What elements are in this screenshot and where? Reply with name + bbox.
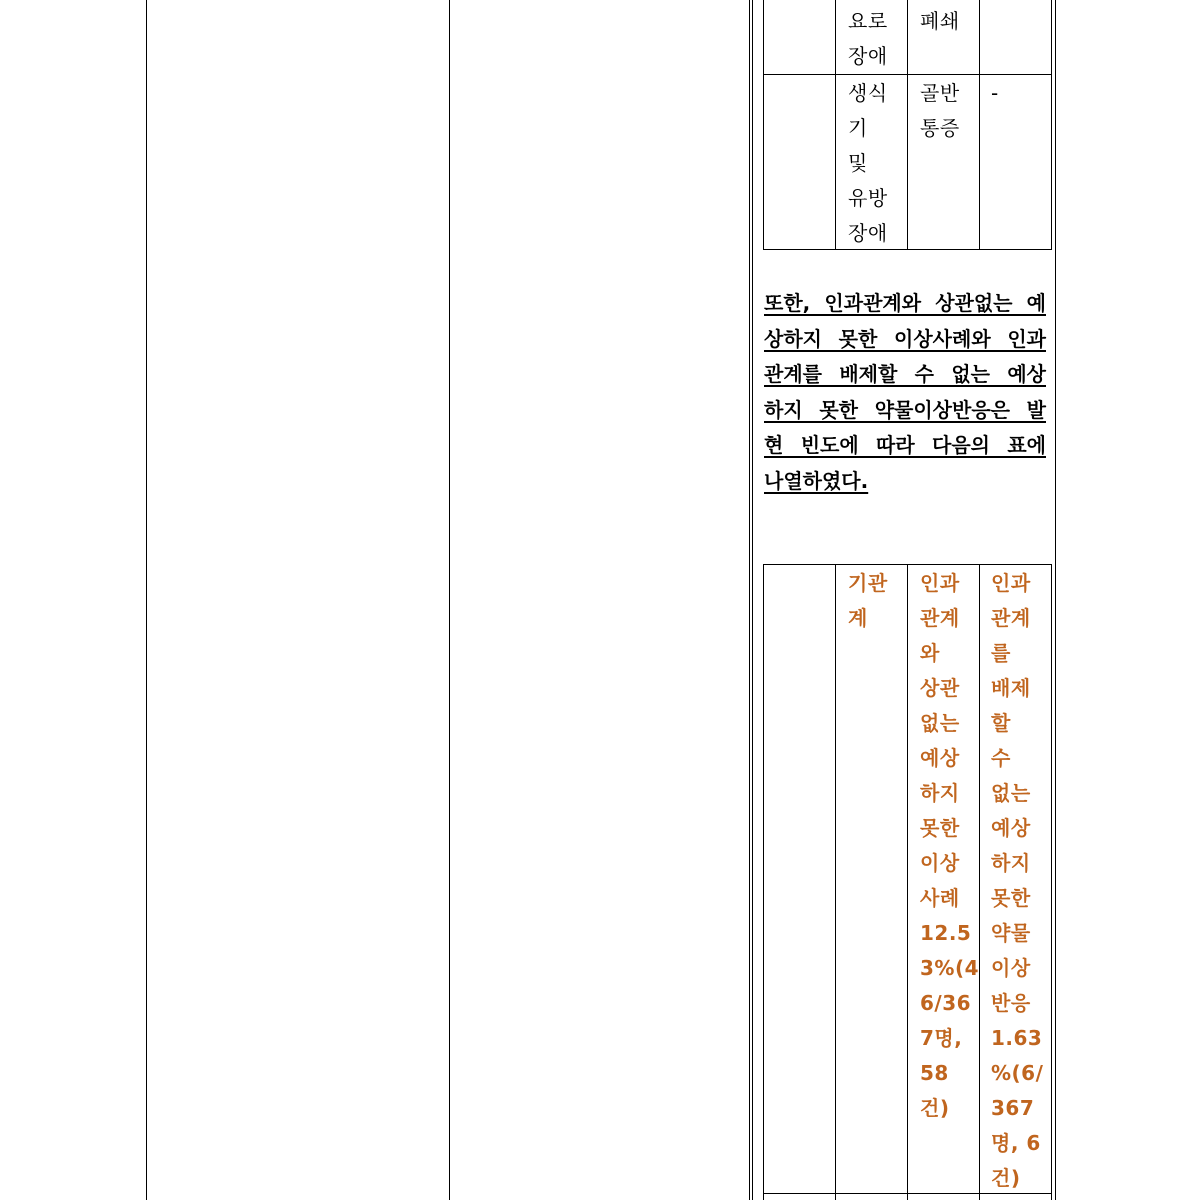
table-cell-organ: 생식 기 및 유방 장애	[848, 81, 888, 245]
table-cell-reaction: 폐쇄	[920, 9, 960, 33]
table1-border	[763, 249, 1052, 250]
table-cell-note: -	[991, 81, 999, 105]
column-rule-right-a	[749, 0, 750, 1200]
table2-border	[1051, 564, 1052, 1200]
column-rule-right-b	[752, 0, 753, 1200]
paragraph-line: 또한, 인과관계와 상관없는 예	[764, 291, 1046, 315]
paragraph-line: 현 빈도에 따라 다음의 표에	[764, 433, 1046, 457]
column-rule-left	[146, 0, 147, 1200]
table2-border	[763, 564, 1052, 565]
table1-border	[763, 0, 764, 250]
table2-header-related-reactions: 인과 관계 를 배제 할 수 없는 예상 하지 못한 약물 이상 반응 1.63 %(6/ 367 명, 6 건)	[991, 571, 1044, 1190]
table2-border	[979, 564, 980, 1200]
paragraph-line: 하지 못한 약물이상반응은 발	[764, 397, 1046, 422]
table2-header-unrelated-events: 인과 관계 와 상관 없는 예상 하지 못한 이상 사례 12.5 3%(4 6/36 7명, 58 건)	[920, 571, 980, 1120]
table-cell-organ: 요로 장애	[848, 9, 888, 68]
paragraph-line: 나열하였다.	[764, 468, 869, 493]
table2-border	[907, 564, 908, 1200]
table1-border	[907, 0, 908, 250]
table1-border	[979, 0, 980, 250]
table2-header-organ-system: 기관 계	[848, 571, 888, 630]
table1-border	[1051, 0, 1052, 250]
column-rule-far-right	[1055, 0, 1056, 1200]
paragraph-line: 관계를 배제할 수 없는 예상	[764, 362, 1046, 386]
table1-border	[763, 74, 1052, 75]
paragraph-line: 상하지 못한 이상사례와 인과	[764, 326, 1046, 351]
adverse-event-paragraph	[764, 286, 1046, 499]
table2-border	[835, 564, 836, 1200]
table2-border	[763, 564, 764, 1200]
table-cell-reaction: 골반 통증	[920, 81, 960, 140]
table1-border	[835, 0, 836, 250]
column-rule-middle	[449, 0, 450, 1200]
